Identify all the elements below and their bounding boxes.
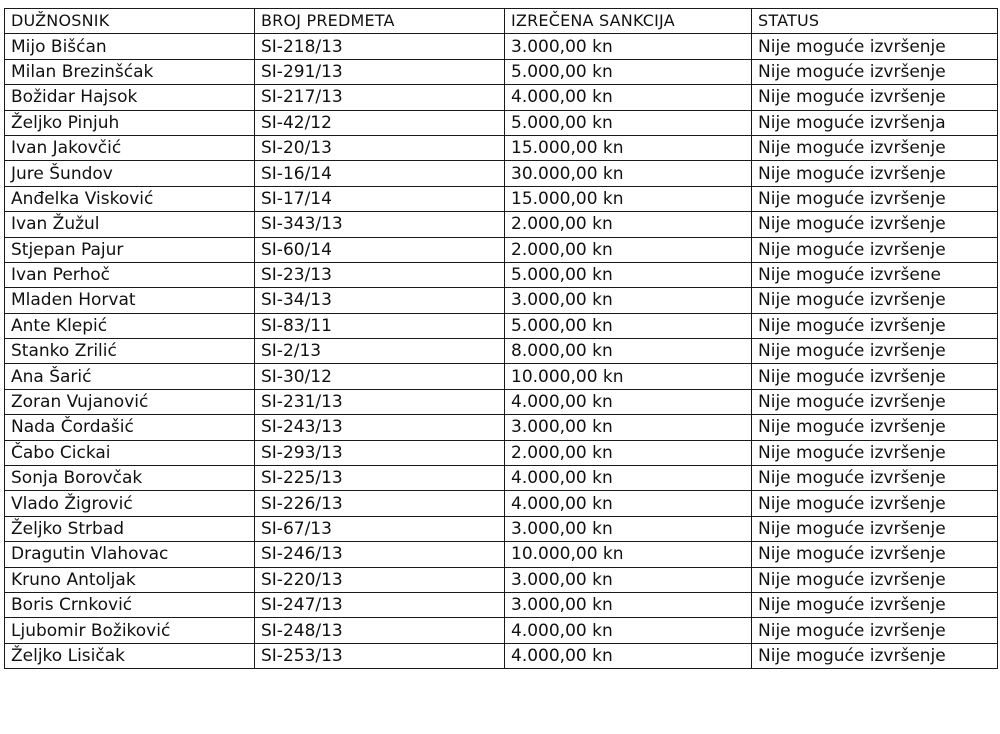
status-cell: Nije moguće izvršenje xyxy=(752,186,998,211)
status-cell: Nije moguće izvršene xyxy=(752,262,998,287)
official-name-cell: Božidar Hajsok xyxy=(5,85,255,110)
table-row xyxy=(5,237,998,262)
case-number-cell: SI-225/13 xyxy=(255,466,505,491)
case-number-cell: SI-83/11 xyxy=(255,313,505,338)
table-row xyxy=(5,186,998,211)
header-sanction: IZREČENA SANKCIJA xyxy=(505,9,752,34)
case-number-cell: SI-243/13 xyxy=(255,415,505,440)
official-name-cell: Vlado Žigrović xyxy=(5,491,255,516)
official-name-cell: Željko Pinjuh xyxy=(5,110,255,135)
status-cell: Nije moguće izvršenje xyxy=(752,85,998,110)
official-name-cell: Kruno Antoljak xyxy=(5,567,255,592)
status-cell: Nije moguće izvršenje xyxy=(752,491,998,516)
status-cell: Nije moguće izvršenje xyxy=(752,59,998,84)
sanction-cell: 3.000,00 kn xyxy=(505,288,752,313)
sanction-cell: 3.000,00 kn xyxy=(505,415,752,440)
status-cell: Nije moguće izvršenje xyxy=(752,516,998,541)
sanction-cell: 15.000,00 kn xyxy=(505,186,752,211)
official-name-cell: Stjepan Pajur xyxy=(5,237,255,262)
sanction-cell: 10.000,00 kn xyxy=(505,542,752,567)
case-number-cell: SI-2/13 xyxy=(255,339,505,364)
table-row xyxy=(5,618,998,643)
table-row xyxy=(5,364,998,389)
status-cell: Nije moguće izvršenje xyxy=(752,618,998,643)
official-name-cell: Jure Šundov xyxy=(5,161,255,186)
sanction-cell: 30.000,00 kn xyxy=(505,161,752,186)
official-name-cell: Ljubomir Božiković xyxy=(5,618,255,643)
case-number-cell: SI-253/13 xyxy=(255,643,505,668)
table-row xyxy=(5,288,998,313)
status-cell: Nije moguće izvršenje xyxy=(752,542,998,567)
official-name-cell: Nada Čordašić xyxy=(5,415,255,440)
sanction-cell: 8.000,00 kn xyxy=(505,339,752,364)
sanction-cell: 2.000,00 kn xyxy=(505,237,752,262)
header-case-number: BROJ PREDMETA xyxy=(255,9,505,34)
table-row xyxy=(5,59,998,84)
sanction-cell: 4.000,00 kn xyxy=(505,85,752,110)
official-name-cell: Mladen Horvat xyxy=(5,288,255,313)
table-row xyxy=(5,592,998,617)
sanction-cell: 4.000,00 kn xyxy=(505,491,752,516)
sanction-cell: 5.000,00 kn xyxy=(505,110,752,135)
status-cell: Nije moguće izvršenje xyxy=(752,567,998,592)
sanction-cell: 5.000,00 kn xyxy=(505,262,752,287)
table-row xyxy=(5,262,998,287)
sanction-cell: 3.000,00 kn xyxy=(505,34,752,59)
official-name-cell: Dragutin Vlahovac xyxy=(5,542,255,567)
table-row xyxy=(5,34,998,59)
status-cell: Nije moguće izvršenje xyxy=(752,466,998,491)
case-number-cell: SI-60/14 xyxy=(255,237,505,262)
sanction-cell: 5.000,00 kn xyxy=(505,313,752,338)
sanction-cell: 4.000,00 kn xyxy=(505,618,752,643)
table-row xyxy=(5,542,998,567)
case-number-cell: SI-231/13 xyxy=(255,389,505,414)
official-name-cell: Boris Crnković xyxy=(5,592,255,617)
status-cell: Nije moguće izvršenje xyxy=(752,643,998,668)
table-row xyxy=(5,466,998,491)
status-cell: Nije moguće izvršenja xyxy=(752,110,998,135)
status-cell: Nije moguće izvršenje xyxy=(752,339,998,364)
case-number-cell: SI-17/14 xyxy=(255,186,505,211)
status-cell: Nije moguće izvršenje xyxy=(752,135,998,160)
sanction-cell: 15.000,00 kn xyxy=(505,135,752,160)
case-number-cell: SI-16/14 xyxy=(255,161,505,186)
official-name-cell: Sonja Borovčak xyxy=(5,466,255,491)
case-number-cell: SI-34/13 xyxy=(255,288,505,313)
status-cell: Nije moguće izvršenje xyxy=(752,592,998,617)
case-number-cell: SI-291/13 xyxy=(255,59,505,84)
sanction-cell: 2.000,00 kn xyxy=(505,440,752,465)
official-name-cell: Ante Klepić xyxy=(5,313,255,338)
case-number-cell: SI-246/13 xyxy=(255,542,505,567)
header-official: DUŽNOSNIK xyxy=(5,9,255,34)
official-name-cell: Ivan Perhoč xyxy=(5,262,255,287)
official-name-cell: Željko Strbad xyxy=(5,516,255,541)
case-number-cell: SI-220/13 xyxy=(255,567,505,592)
table-header xyxy=(5,9,998,34)
table-row xyxy=(5,643,998,668)
official-name-cell: Milan Brezinšćak xyxy=(5,59,255,84)
sanctions-table xyxy=(4,8,998,669)
table-row xyxy=(5,85,998,110)
sanction-cell: 4.000,00 kn xyxy=(505,389,752,414)
case-number-cell: SI-23/13 xyxy=(255,262,505,287)
table-row xyxy=(5,135,998,160)
case-number-cell: SI-20/13 xyxy=(255,135,505,160)
status-cell: Nije moguće izvršenje xyxy=(752,288,998,313)
table-row xyxy=(5,440,998,465)
official-name-cell: Ivan Žužul xyxy=(5,212,255,237)
official-name-cell: Čabo Cickai xyxy=(5,440,255,465)
table-row xyxy=(5,516,998,541)
table-body xyxy=(5,34,998,669)
case-number-cell: SI-30/12 xyxy=(255,364,505,389)
header-status: STATUS xyxy=(752,9,998,34)
table-row xyxy=(5,110,998,135)
official-name-cell: Ana Šarić xyxy=(5,364,255,389)
status-cell: Nije moguće izvršenje xyxy=(752,415,998,440)
case-number-cell: SI-218/13 xyxy=(255,34,505,59)
sanction-cell: 4.000,00 kn xyxy=(505,466,752,491)
sanction-cell: 3.000,00 kn xyxy=(505,567,752,592)
sanction-cell: 10.000,00 kn xyxy=(505,364,752,389)
sanction-cell: 3.000,00 kn xyxy=(505,592,752,617)
status-cell: Nije moguće izvršenje xyxy=(752,161,998,186)
sanction-cell: 4.000,00 kn xyxy=(505,643,752,668)
sanction-cell: 3.000,00 kn xyxy=(505,516,752,541)
table-row xyxy=(5,415,998,440)
table-row xyxy=(5,161,998,186)
status-cell: Nije moguće izvršenje xyxy=(752,364,998,389)
header-row xyxy=(5,9,998,34)
table-row xyxy=(5,212,998,237)
case-number-cell: SI-247/13 xyxy=(255,592,505,617)
status-cell: Nije moguće izvršenje xyxy=(752,212,998,237)
status-cell: Nije moguće izvršenje xyxy=(752,34,998,59)
official-name-cell: Stanko Zrilić xyxy=(5,339,255,364)
status-cell: Nije moguće izvršenje xyxy=(752,440,998,465)
case-number-cell: SI-248/13 xyxy=(255,618,505,643)
table-row xyxy=(5,491,998,516)
official-name-cell: Zoran Vujanović xyxy=(5,389,255,414)
case-number-cell: SI-343/13 xyxy=(255,212,505,237)
official-name-cell: Mijo Bišćan xyxy=(5,34,255,59)
case-number-cell: SI-293/13 xyxy=(255,440,505,465)
sanction-cell: 5.000,00 kn xyxy=(505,59,752,84)
table-row xyxy=(5,567,998,592)
table-row xyxy=(5,313,998,338)
table-row xyxy=(5,389,998,414)
official-name-cell: Željko Lisičak xyxy=(5,643,255,668)
case-number-cell: SI-42/12 xyxy=(255,110,505,135)
status-cell: Nije moguće izvršenje xyxy=(752,389,998,414)
case-number-cell: SI-67/13 xyxy=(255,516,505,541)
official-name-cell: Anđelka Visković xyxy=(5,186,255,211)
table-row xyxy=(5,339,998,364)
sanction-cell: 2.000,00 kn xyxy=(505,212,752,237)
status-cell: Nije moguće izvršenje xyxy=(752,313,998,338)
status-cell: Nije moguće izvršenje xyxy=(752,237,998,262)
official-name-cell: Ivan Jakovčić xyxy=(5,135,255,160)
case-number-cell: SI-217/13 xyxy=(255,85,505,110)
case-number-cell: SI-226/13 xyxy=(255,491,505,516)
